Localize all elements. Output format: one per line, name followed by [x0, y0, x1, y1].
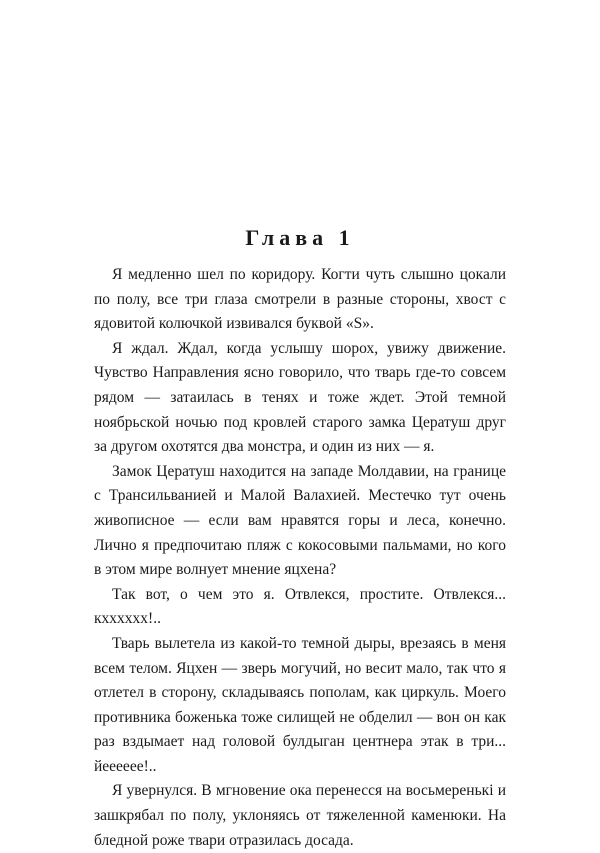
chapter-text	[94, 263, 506, 853]
paragraph-1: Я медленно шел по коридору. Когти чуть слышно цокали по полу, все три глаза смотрели в разные стороны, хвост с ядовитой колючкой извивался буквой «S».	[94, 266, 506, 333]
chapter-title: Глава 1	[245, 225, 355, 250]
paragraph-5: Тварь вылетела из какой-то темной дыры, врезаясь в меня всем телом. Яцхен — зверь могучий, но весит мало, так что я отлетел в сторону, складываясь пополам, как циркуль. Моего противника боженька тоже силищей не обделил — вон он как раз вздымает над головой булдыган центнера этак в три... йееееее!..	[94, 634, 506, 775]
paragraph-2: Я ждал. Ждал, когда услышу шорох, увижу движение. Чувство Направления ясно говорило, что тварь где-то совсем рядом — затаилась в тенях и тоже ждет. Этой темной ноябрьской ночью под кровлей старого замка Цератуш друг за другом охотятся два монстра, и один из них — я.	[94, 339, 506, 456]
paragraph-4: Так вот, о чем это я. Отвлекся, простите. Отвлекся... кхххххх!..	[94, 585, 506, 628]
paragraph-6: Я увернулся. В мгновение ока перенесся на восьмеренькі и зашкрябал по полу, уклоняясь от тяжеленной каменюки. На бледной роже твари отразилась досада.	[94, 782, 506, 849]
paragraph-3: Замок Цератуш находится на западе Молдавии, на границе с Трансильванией и Малой Валахией. Местечко тут очень живописное — если вам нравятся горы и леса, конечно. Лично я предпочитаю пляж с кокосовыми пальмами, но кого в этом мире волнует мнение яцхена?	[94, 462, 506, 579]
